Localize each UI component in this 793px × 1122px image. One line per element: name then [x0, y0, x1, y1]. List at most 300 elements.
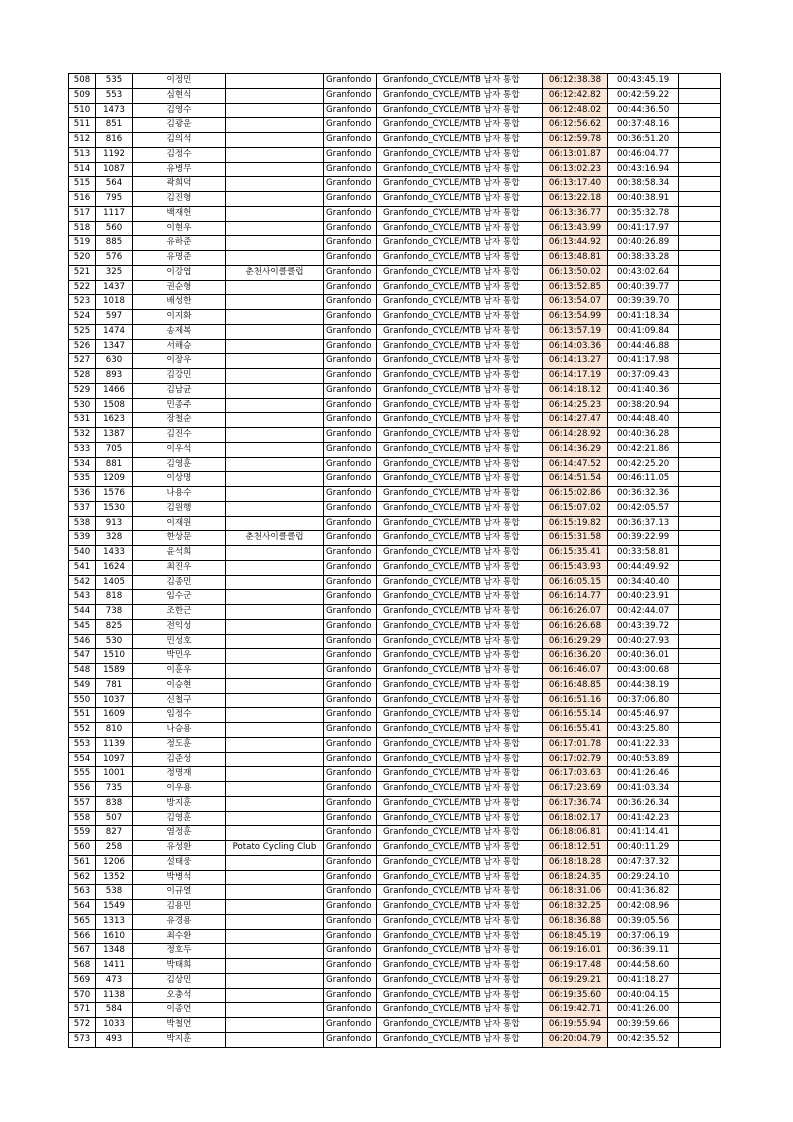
- bib-number-cell: 1037: [96, 693, 133, 708]
- club-cell: [226, 428, 324, 443]
- club-cell: [226, 103, 324, 118]
- category-cell: Granfondo_CYCLE/MTB 남자 통합: [377, 236, 543, 251]
- finish-time-cell: 06:16:55.14: [543, 708, 608, 723]
- rank-cell: 540: [69, 546, 96, 561]
- split-time-cell: 00:43:39.72: [608, 619, 679, 634]
- club-cell: [226, 664, 324, 679]
- table-row: [69, 973, 721, 988]
- empty-cell: [679, 693, 721, 708]
- split-time-cell: 00:36:26.34: [608, 796, 679, 811]
- empty-cell: [679, 767, 721, 782]
- finish-time-cell: 06:18:18.28: [543, 855, 608, 870]
- finish-time-cell: 06:16:55.41: [543, 723, 608, 738]
- category-cell: Granfondo_CYCLE/MTB 남자 통합: [377, 900, 543, 915]
- table-row: [69, 944, 721, 959]
- rider-name-cell: 백재헌: [133, 206, 226, 221]
- club-cell: [226, 280, 324, 295]
- rider-name-cell: 곽희덕: [133, 177, 226, 192]
- bib-number-cell: 1474: [96, 324, 133, 339]
- empty-cell: [679, 413, 721, 428]
- event-cell: Granfondo: [324, 796, 377, 811]
- event-cell: Granfondo: [324, 251, 377, 266]
- club-cell: [226, 147, 324, 162]
- club-cell: [226, 236, 324, 251]
- rider-name-cell: 민성호: [133, 634, 226, 649]
- rank-cell: 534: [69, 457, 96, 472]
- finish-time-cell: 06:13:44.92: [543, 236, 608, 251]
- split-time-cell: 00:36:39.11: [608, 944, 679, 959]
- bib-number-cell: 1609: [96, 708, 133, 723]
- rider-name-cell: 이규열: [133, 885, 226, 900]
- event-cell: Granfondo: [324, 295, 377, 310]
- empty-cell: [679, 206, 721, 221]
- rider-name-cell: 윤석희: [133, 546, 226, 561]
- category-cell: Granfondo_CYCLE/MTB 남자 통합: [377, 369, 543, 384]
- bib-number-cell: 1001: [96, 767, 133, 782]
- empty-cell: [679, 723, 721, 738]
- rank-cell: 564: [69, 900, 96, 915]
- finish-time-cell: 06:15:07.02: [543, 501, 608, 516]
- table-row: [69, 383, 721, 398]
- event-cell: Granfondo: [324, 723, 377, 738]
- rank-cell: 548: [69, 664, 96, 679]
- rank-cell: 539: [69, 531, 96, 546]
- table-row: [69, 147, 721, 162]
- bib-number-cell: 258: [96, 841, 133, 856]
- empty-cell: [679, 1018, 721, 1033]
- category-cell: Granfondo_CYCLE/MTB 남자 통합: [377, 560, 543, 575]
- rider-name-cell: 송제복: [133, 324, 226, 339]
- rank-cell: 515: [69, 177, 96, 192]
- event-cell: Granfondo: [324, 398, 377, 413]
- split-time-cell: 00:41:03.34: [608, 782, 679, 797]
- split-time-cell: 00:36:32.36: [608, 487, 679, 502]
- split-time-cell: 00:36:37.13: [608, 516, 679, 531]
- empty-cell: [679, 280, 721, 295]
- bib-number-cell: 1033: [96, 1018, 133, 1033]
- empty-cell: [679, 177, 721, 192]
- rider-name-cell: 이상명: [133, 472, 226, 487]
- category-cell: Granfondo_CYCLE/MTB 남자 통합: [377, 162, 543, 177]
- club-cell: [226, 708, 324, 723]
- finish-time-cell: 06:18:06.81: [543, 826, 608, 841]
- split-time-cell: 00:37:06.19: [608, 929, 679, 944]
- event-cell: Granfondo: [324, 339, 377, 354]
- rank-cell: 547: [69, 649, 96, 664]
- rider-name-cell: 김강민: [133, 369, 226, 384]
- category-cell: Granfondo_CYCLE/MTB 남자 통합: [377, 251, 543, 266]
- split-time-cell: 00:45:46.97: [608, 708, 679, 723]
- rank-cell: 572: [69, 1018, 96, 1033]
- club-cell: [226, 649, 324, 664]
- club-cell: [226, 133, 324, 148]
- event-cell: Granfondo: [324, 737, 377, 752]
- split-time-cell: 00:46:04.77: [608, 147, 679, 162]
- rider-name-cell: 박지훈: [133, 1032, 226, 1047]
- club-cell: [226, 900, 324, 915]
- bib-number-cell: 535: [96, 74, 133, 89]
- rider-name-cell: 이우석: [133, 442, 226, 457]
- rider-name-cell: 박태희: [133, 959, 226, 974]
- category-cell: Granfondo_CYCLE/MTB 남자 통합: [377, 959, 543, 974]
- finish-time-cell: 06:16:29.29: [543, 634, 608, 649]
- bib-number-cell: 1347: [96, 339, 133, 354]
- bib-number-cell: 781: [96, 678, 133, 693]
- split-time-cell: 00:47:37.32: [608, 855, 679, 870]
- finish-time-cell: 06:16:05.15: [543, 575, 608, 590]
- split-time-cell: 00:41:18.34: [608, 310, 679, 325]
- category-cell: Granfondo_CYCLE/MTB 남자 통합: [377, 206, 543, 221]
- bib-number-cell: 1473: [96, 103, 133, 118]
- rank-cell: 569: [69, 973, 96, 988]
- finish-time-cell: 06:12:48.02: [543, 103, 608, 118]
- finish-time-cell: 06:14:17.19: [543, 369, 608, 384]
- table-row: [69, 251, 721, 266]
- rank-cell: 517: [69, 206, 96, 221]
- rank-cell: 558: [69, 811, 96, 826]
- event-cell: Granfondo: [324, 472, 377, 487]
- rider-name-cell: 조한근: [133, 605, 226, 620]
- finish-time-cell: 06:19:29.21: [543, 973, 608, 988]
- category-cell: Granfondo_CYCLE/MTB 남자 통합: [377, 678, 543, 693]
- bib-number-cell: 493: [96, 1032, 133, 1047]
- bib-number-cell: 1117: [96, 206, 133, 221]
- table-row: [69, 74, 721, 89]
- rider-name-cell: 김광운: [133, 118, 226, 133]
- split-time-cell: 00:41:26.00: [608, 1003, 679, 1018]
- rank-cell: 527: [69, 354, 96, 369]
- finish-time-cell: 06:16:51.16: [543, 693, 608, 708]
- bib-number-cell: 1510: [96, 649, 133, 664]
- bib-number-cell: 473: [96, 973, 133, 988]
- bib-number-cell: 1433: [96, 546, 133, 561]
- table-row: [69, 177, 721, 192]
- rank-cell: 541: [69, 560, 96, 575]
- rank-cell: 546: [69, 634, 96, 649]
- event-cell: Granfondo: [324, 428, 377, 443]
- empty-cell: [679, 354, 721, 369]
- split-time-cell: 00:39:59.66: [608, 1018, 679, 1033]
- event-cell: Granfondo: [324, 619, 377, 634]
- event-cell: Granfondo: [324, 841, 377, 856]
- bib-number-cell: 881: [96, 457, 133, 472]
- category-cell: Granfondo_CYCLE/MTB 남자 통합: [377, 575, 543, 590]
- rank-cell: 535: [69, 472, 96, 487]
- rank-cell: 514: [69, 162, 96, 177]
- finish-time-cell: 06:12:56.62: [543, 118, 608, 133]
- table-row: [69, 472, 721, 487]
- rider-name-cell: 박민우: [133, 649, 226, 664]
- rider-name-cell: 이장우: [133, 354, 226, 369]
- table-row: [69, 678, 721, 693]
- finish-time-cell: 06:13:02.23: [543, 162, 608, 177]
- club-cell: [226, 413, 324, 428]
- event-cell: Granfondo: [324, 782, 377, 797]
- bib-number-cell: 1387: [96, 428, 133, 443]
- bib-number-cell: 1206: [96, 855, 133, 870]
- table-row: [69, 988, 721, 1003]
- table-row: [69, 1018, 721, 1033]
- rider-name-cell: 김영훈: [133, 457, 226, 472]
- empty-cell: [679, 428, 721, 443]
- split-time-cell: 00:42:35.52: [608, 1032, 679, 1047]
- rider-name-cell: 이강엽: [133, 265, 226, 280]
- finish-time-cell: 06:14:13.27: [543, 354, 608, 369]
- empty-cell: [679, 841, 721, 856]
- event-cell: Granfondo: [324, 369, 377, 384]
- empty-cell: [679, 605, 721, 620]
- finish-time-cell: 06:16:14.77: [543, 590, 608, 605]
- rider-name-cell: 김영수: [133, 103, 226, 118]
- rank-cell: 512: [69, 133, 96, 148]
- empty-cell: [679, 310, 721, 325]
- table-row: [69, 634, 721, 649]
- bib-number-cell: 885: [96, 236, 133, 251]
- empty-cell: [679, 398, 721, 413]
- split-time-cell: 00:40:11.29: [608, 841, 679, 856]
- finish-time-cell: 06:15:19.82: [543, 516, 608, 531]
- split-time-cell: 00:40:27.93: [608, 634, 679, 649]
- event-cell: Granfondo: [324, 206, 377, 221]
- category-cell: Granfondo_CYCLE/MTB 남자 통합: [377, 354, 543, 369]
- rank-cell: 509: [69, 88, 96, 103]
- category-cell: Granfondo_CYCLE/MTB 남자 통합: [377, 487, 543, 502]
- category-cell: Granfondo_CYCLE/MTB 남자 통합: [377, 1032, 543, 1047]
- event-cell: Granfondo: [324, 575, 377, 590]
- bib-number-cell: 1576: [96, 487, 133, 502]
- category-cell: Granfondo_CYCLE/MTB 남자 통합: [377, 516, 543, 531]
- category-cell: Granfondo_CYCLE/MTB 남자 통합: [377, 118, 543, 133]
- rider-name-cell: 임정수: [133, 708, 226, 723]
- empty-cell: [679, 737, 721, 752]
- finish-time-cell: 06:19:35.60: [543, 988, 608, 1003]
- split-time-cell: 00:40:26.89: [608, 236, 679, 251]
- split-time-cell: 00:42:05.57: [608, 501, 679, 516]
- bib-number-cell: 1589: [96, 664, 133, 679]
- category-cell: Granfondo_CYCLE/MTB 남자 통합: [377, 192, 543, 207]
- event-cell: Granfondo: [324, 752, 377, 767]
- event-cell: Granfondo: [324, 133, 377, 148]
- empty-cell: [679, 236, 721, 251]
- rider-name-cell: 김원행: [133, 501, 226, 516]
- table-row: [69, 324, 721, 339]
- club-cell: [226, 74, 324, 89]
- club-cell: [226, 295, 324, 310]
- rank-cell: 510: [69, 103, 96, 118]
- table-row: [69, 649, 721, 664]
- category-cell: Granfondo_CYCLE/MTB 남자 통합: [377, 841, 543, 856]
- category-cell: Granfondo_CYCLE/MTB 남자 통합: [377, 1003, 543, 1018]
- split-time-cell: 00:41:36.82: [608, 885, 679, 900]
- club-cell: [226, 575, 324, 590]
- finish-time-cell: 06:18:02.17: [543, 811, 608, 826]
- club-cell: [226, 162, 324, 177]
- rank-cell: 532: [69, 428, 96, 443]
- bib-number-cell: 597: [96, 310, 133, 325]
- bib-number-cell: 1018: [96, 295, 133, 310]
- finish-time-cell: 06:14:25.23: [543, 398, 608, 413]
- empty-cell: [679, 339, 721, 354]
- split-time-cell: 00:39:05.56: [608, 914, 679, 929]
- table-row: [69, 88, 721, 103]
- rider-name-cell: 방지훈: [133, 796, 226, 811]
- finish-time-cell: 06:15:02.86: [543, 487, 608, 502]
- rider-name-cell: 오충석: [133, 988, 226, 1003]
- event-cell: Granfondo: [324, 605, 377, 620]
- bib-number-cell: 1097: [96, 752, 133, 767]
- club-cell: [226, 988, 324, 1003]
- rider-name-cell: 김정수: [133, 147, 226, 162]
- club-cell: [226, 767, 324, 782]
- finish-time-cell: 06:18:12.51: [543, 841, 608, 856]
- rider-name-cell: 이종언: [133, 1003, 226, 1018]
- rider-name-cell: 이현우: [133, 221, 226, 236]
- club-cell: [226, 383, 324, 398]
- finish-time-cell: 06:14:28.92: [543, 428, 608, 443]
- category-cell: Granfondo_CYCLE/MTB 남자 통합: [377, 649, 543, 664]
- rank-cell: 544: [69, 605, 96, 620]
- bib-number-cell: 576: [96, 251, 133, 266]
- table-row: [69, 959, 721, 974]
- bib-number-cell: 1138: [96, 988, 133, 1003]
- club-cell: [226, 782, 324, 797]
- table-row: [69, 546, 721, 561]
- rank-cell: 537: [69, 501, 96, 516]
- bib-number-cell: 564: [96, 177, 133, 192]
- bib-number-cell: 838: [96, 796, 133, 811]
- empty-cell: [679, 133, 721, 148]
- rider-name-cell: 이재원: [133, 516, 226, 531]
- split-time-cell: 00:38:33.28: [608, 251, 679, 266]
- finish-time-cell: 06:17:03.63: [543, 767, 608, 782]
- empty-cell: [679, 973, 721, 988]
- category-cell: Granfondo_CYCLE/MTB 남자 통합: [377, 590, 543, 605]
- finish-time-cell: 06:15:43.93: [543, 560, 608, 575]
- category-cell: Granfondo_CYCLE/MTB 남자 통합: [377, 147, 543, 162]
- event-cell: Granfondo: [324, 1032, 377, 1047]
- empty-cell: [679, 649, 721, 664]
- bib-number-cell: 735: [96, 782, 133, 797]
- rider-name-cell: 나승용: [133, 723, 226, 738]
- category-cell: Granfondo_CYCLE/MTB 남자 통합: [377, 723, 543, 738]
- table-row: [69, 605, 721, 620]
- club-cell: [226, 855, 324, 870]
- rank-cell: 542: [69, 575, 96, 590]
- split-time-cell: 00:41:42.23: [608, 811, 679, 826]
- rank-cell: 525: [69, 324, 96, 339]
- split-time-cell: 00:35:32.78: [608, 206, 679, 221]
- table-row: [69, 693, 721, 708]
- empty-cell: [679, 221, 721, 236]
- bib-number-cell: 1209: [96, 472, 133, 487]
- split-time-cell: 00:42:44.07: [608, 605, 679, 620]
- table-row: [69, 619, 721, 634]
- table-row: [69, 501, 721, 516]
- empty-cell: [679, 590, 721, 605]
- club-cell: [226, 619, 324, 634]
- empty-cell: [679, 118, 721, 133]
- rank-cell: 566: [69, 929, 96, 944]
- rank-cell: 552: [69, 723, 96, 738]
- category-cell: Granfondo_CYCLE/MTB 남자 통합: [377, 1018, 543, 1033]
- rider-name-cell: 유명준: [133, 251, 226, 266]
- table-row: [69, 413, 721, 428]
- event-cell: Granfondo: [324, 383, 377, 398]
- finish-time-cell: 06:13:50.02: [543, 265, 608, 280]
- table-row: [69, 516, 721, 531]
- split-time-cell: 00:40:39.77: [608, 280, 679, 295]
- category-cell: Granfondo_CYCLE/MTB 남자 통합: [377, 634, 543, 649]
- empty-cell: [679, 103, 721, 118]
- split-time-cell: 00:46:11.05: [608, 472, 679, 487]
- rider-name-cell: 장철순: [133, 413, 226, 428]
- table-row: [69, 339, 721, 354]
- bib-number-cell: 553: [96, 88, 133, 103]
- bib-number-cell: 1437: [96, 280, 133, 295]
- empty-cell: [679, 74, 721, 89]
- club-cell: [226, 339, 324, 354]
- table-row: [69, 1003, 721, 1018]
- rank-cell: 557: [69, 796, 96, 811]
- bib-number-cell: 1352: [96, 870, 133, 885]
- event-cell: Granfondo: [324, 826, 377, 841]
- event-cell: Granfondo: [324, 693, 377, 708]
- rank-cell: 543: [69, 590, 96, 605]
- rider-name-cell: 김용민: [133, 900, 226, 915]
- finish-time-cell: 06:18:24.35: [543, 870, 608, 885]
- bib-number-cell: 1411: [96, 959, 133, 974]
- rank-cell: 559: [69, 826, 96, 841]
- category-cell: Granfondo_CYCLE/MTB 남자 통합: [377, 870, 543, 885]
- empty-cell: [679, 560, 721, 575]
- category-cell: Granfondo_CYCLE/MTB 남자 통합: [377, 796, 543, 811]
- rank-cell: 565: [69, 914, 96, 929]
- event-cell: Granfondo: [324, 1018, 377, 1033]
- category-cell: Granfondo_CYCLE/MTB 남자 통합: [377, 973, 543, 988]
- rider-name-cell: 김진수: [133, 428, 226, 443]
- bib-number-cell: 705: [96, 442, 133, 457]
- category-cell: Granfondo_CYCLE/MTB 남자 통합: [377, 708, 543, 723]
- bib-number-cell: 816: [96, 133, 133, 148]
- finish-time-cell: 06:14:36.29: [543, 442, 608, 457]
- category-cell: Granfondo_CYCLE/MTB 남자 통합: [377, 826, 543, 841]
- split-time-cell: 00:44:58.60: [608, 959, 679, 974]
- finish-time-cell: 06:13:54.99: [543, 310, 608, 325]
- rider-name-cell: 유성환: [133, 841, 226, 856]
- category-cell: Granfondo_CYCLE/MTB 남자 통합: [377, 442, 543, 457]
- event-cell: Granfondo: [324, 988, 377, 1003]
- empty-cell: [679, 192, 721, 207]
- category-cell: Granfondo_CYCLE/MTB 남자 통합: [377, 885, 543, 900]
- club-cell: [226, 442, 324, 457]
- split-time-cell: 00:41:14.41: [608, 826, 679, 841]
- rank-cell: 555: [69, 767, 96, 782]
- table-row: [69, 870, 721, 885]
- category-cell: Granfondo_CYCLE/MTB 남자 통합: [377, 914, 543, 929]
- table-row: [69, 428, 721, 443]
- finish-time-cell: 06:13:22.18: [543, 192, 608, 207]
- rank-cell: 531: [69, 413, 96, 428]
- rider-name-cell: 서해승: [133, 339, 226, 354]
- club-cell: [226, 959, 324, 974]
- category-cell: Granfondo_CYCLE/MTB 남자 통합: [377, 664, 543, 679]
- event-cell: Granfondo: [324, 870, 377, 885]
- rider-name-cell: 정도훈: [133, 737, 226, 752]
- finish-time-cell: 06:18:45.19: [543, 929, 608, 944]
- club-cell: [226, 1018, 324, 1033]
- rider-name-cell: 정명재: [133, 767, 226, 782]
- table-row: [69, 796, 721, 811]
